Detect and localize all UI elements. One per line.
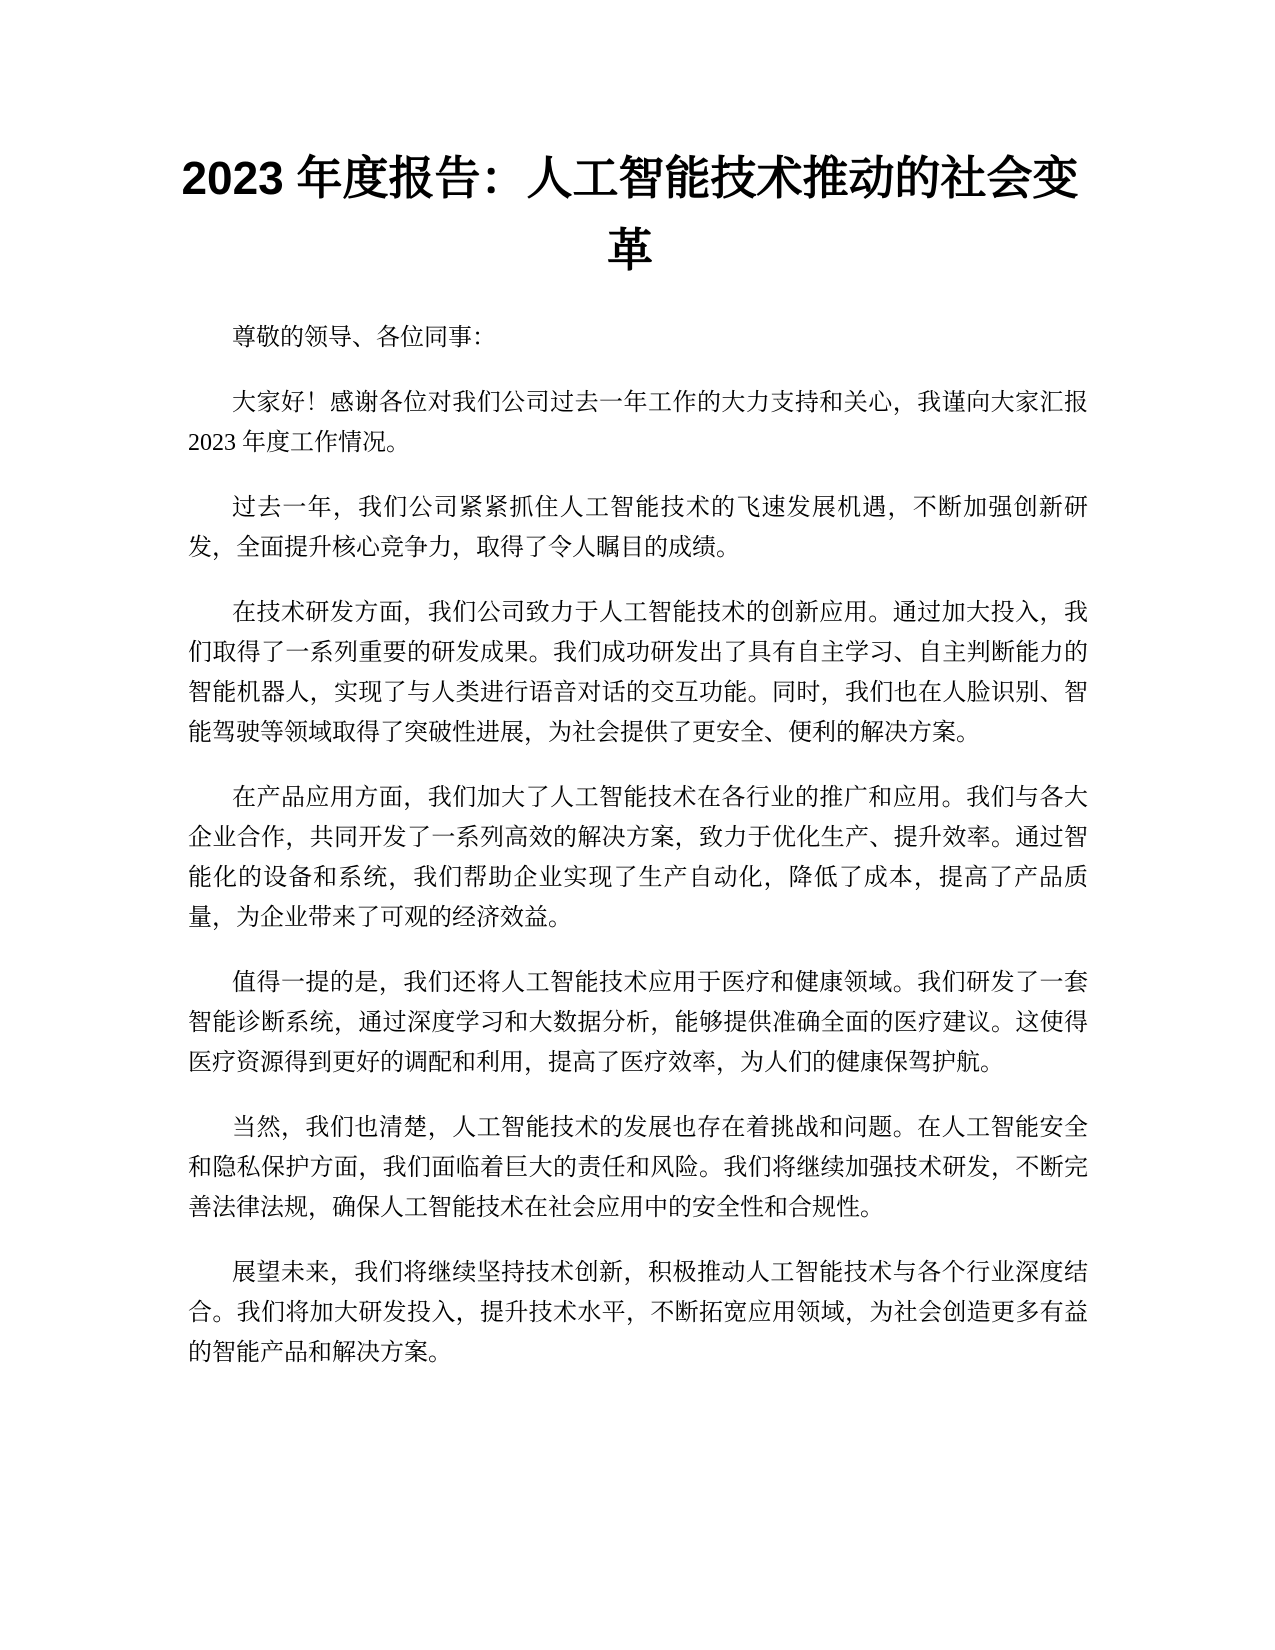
document-body [188,318,1088,1398]
document-title: 2023 年度报告：人工智能技术推动的社会变革 [181,152,1079,276]
product-application-paragraph: 在产品应用方面，我们加大了人工智能技术在各行业的推广和应用。我们与各大企业合作，共同开发了一系列高效的解决方案，致力于优化生产、提升效率。通过智能化的设备和系统，我们帮助企业实现了生产自动化，降低了成本，提高了产品质量，为企业带来了可观的经济效益。 [188,785,1088,931]
overview-paragraph: 过去一年，我们公司紧紧抓住人工智能技术的飞速发展机遇，不断加强创新研发，全面提升核心竞争力，取得了令人瞩目的成绩。 [188,495,1088,561]
greeting-paragraph: 大家好！感谢各位对我们公司过去一年工作的大力支持和关心，我谨向大家汇报 2023 年度工作情况。 [188,390,1088,456]
tech-rd-paragraph: 在技术研发方面，我们公司致力于人工智能技术的创新应用。通过加大投入，我们取得了一系列重要的研发成果。我们成功研发出了具有自主学习、自主判断能力的智能机器人，实现了与人类进行语音对话的交互功能。同时，我们也在人脸识别、智能驾驶等领域取得了突破性进展，为社会提供了更安全、便利的解决方案。 [188,600,1088,746]
medical-health-paragraph: 值得一提的是，我们还将人工智能技术应用于医疗和健康领域。我们研发了一套智能诊断系统，通过深度学习和大数据分析，能够提供准确全面的医疗建议。这使得医疗资源得到更好的调配和利用，提高了医疗效率，为人们的健康保驾护航。 [188,970,1088,1076]
challenges-paragraph: 当然，我们也清楚，人工智能技术的发展也存在着挑战和问题。在人工智能安全和隐私保护方面，我们面临着巨大的责任和风险。我们将继续加强技术研发，不断完善法律法规，确保人工智能技术在社会应用中的安全性和合规性。 [188,1115,1088,1221]
salutation-paragraph: 尊敬的领导、各位同事： [232,325,496,351]
outlook-paragraph: 展望未来，我们将继续坚持技术创新，积极推动人工智能技术与各个行业深度结合。我们将加大研发投入，提升技术水平，不断拓宽应用领域，为社会创造更多有益的智能产品和解决方案。 [188,1260,1088,1366]
